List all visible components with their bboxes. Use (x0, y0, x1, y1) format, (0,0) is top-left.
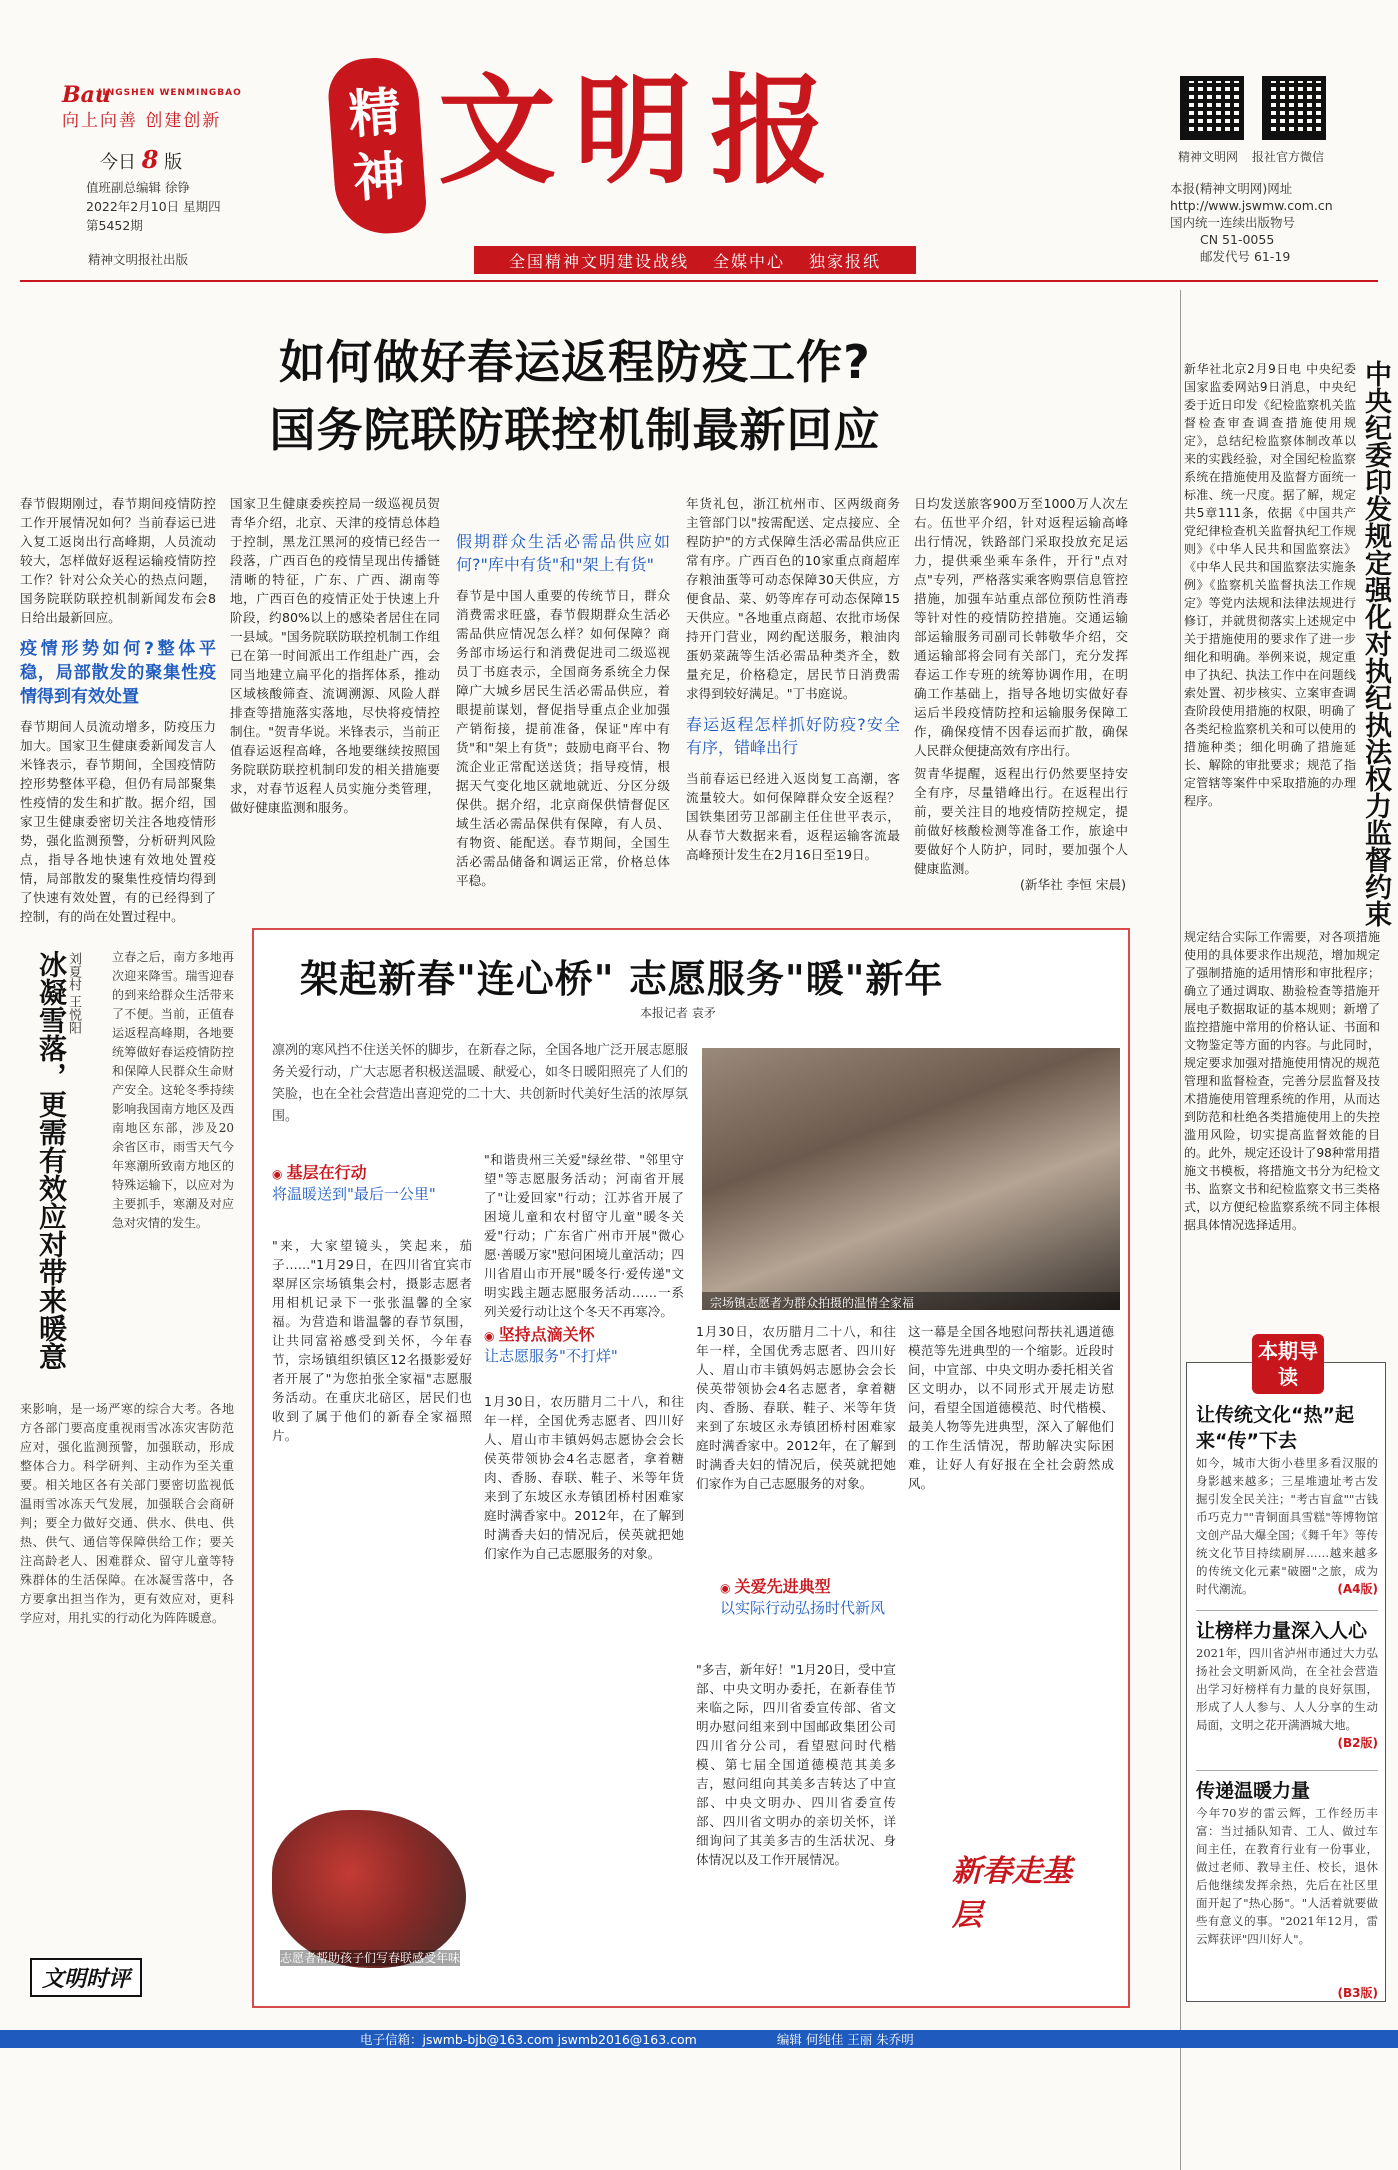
qr-label-wechat: 报社官方微信 (1252, 150, 1325, 164)
info-cn-number: CN 51-0055 (1200, 232, 1275, 247)
footer-email[interactable]: 电子信箱：jswmb-bjb@163.com jswmb2016@163.com (360, 2032, 697, 2047)
today-page-count: 8 (141, 145, 159, 174)
lead-col3-body: 春节是中国人重要的传统节日，群众消费需求旺盛，春节假期群众生活必需品供应情况怎么样？如何保障？商务部市场运行和消费促进司二级巡视员丁书庭表示，全国商务系统全力保障广大城乡居民生活必需品供应，着眼提前谋划，督促指导重点企业加强产销衔接，提前准备，保证"库中有货"和"架上有货"；鼓励电商平台、物流企业正常配送送货；指导疫情，根据天气变化地区就地就近、分区分级保供。据介绍，北京商保供情督促区域生活必需品保供有保障，有人员、有物资、能配送。春节期间，全国生活必需品储备和调运正常，价格总体平稳。 (456, 588, 670, 888)
seal-char-2: 神 (351, 145, 408, 210)
lead-col2-body: 国家卫生健康委疾控局一级巡视员贺青华介绍，北京、天津的疫情总体趋于控制，黑龙江黑河的疫情已经告一段落，广西百色的疫情呈现出传播链清晰的特征，广东、广西、湖南等地，广西百色的疫情正处于快速上升阶段，约80%以上的感染者居住在同一县域。"国务院联防联控机制工作组已在第一时间派出工作组赴广西，会同当地建立扁平化的指挥体系，推动区域核酸筛查、流调溯源、风险人群排查等措施落实落地，尽快将疫情控制住。"贺青华说。米锋表示，当前正值春运返程高峰，各地要继续按照国务院联防联控机制印发的相关措施要求，对春节返程人员实施分类管理，做好健康监测和服务。 (230, 496, 440, 815)
section-2-subtitle: 让志愿服务"不打烊" (484, 1347, 618, 1365)
headline-line-2: 国务院联防联控机制最新回应 (269, 403, 881, 457)
commentary-title: 冰凝雪落，更需有效应对带来暖意 (35, 950, 68, 1370)
lead-col1-body: 春节期间人员流动增多，防疫压力加大。国家卫生健康委新闻发言人米锋表示，春节期间，全国疫情防控形势整体平稳，但仍有局部聚集性疫情的发生和扩散。据介绍，国家卫生健康委密切关注各地疫情形势，强化监测预警，分析研判风险点，指导各地快速有效地处置疫情，局部散发的聚集性疫情均得到了快速有效处置，有的已经得到了控制，有的尚在处置过程中。 (20, 719, 216, 924)
feature-col-2-top: "和谐贵州三关爱"绿丝带、"邻里守望"等志愿服务活动；河南省开展了"让爱回家"行动；江苏省开展了困境儿童和农村留守儿童"暖冬关爱"行动；广东省广州市开展"微心愿·善暖万家"慰问困境儿童活动；四川省眉山市开展"暖冬行·爱传递"文明实践主题志愿服务活动……一系列关爱行动让这个冬天不再寒冷。 (484, 1152, 684, 1319)
feature-title: 架起新春"连心桥" 志愿服务"暖"新年 (300, 957, 944, 1001)
feature-section-3-body: "多吉，新年好！"1月20日，受中宣部、中央文明办委托，在新春佳节来临之际，四川省委宣传部、省文明办慰问组来到中国邮政集团公司四川省分公司，看望慰问时代楷模、第七届全国道德模范其美多吉，慰问组向其美多吉转达了中宣部、中央文明办、四川省委宣传部、四川省文明办的亲切关怀，详细询问了其美多吉的生活状况、身体情况以及工作开展情况。 (696, 1662, 896, 1867)
today-suffix: 版 (164, 152, 183, 173)
feature-col-3-top: 1月30日，农历腊月二十八，和往年一样，全国优秀志愿者、四川好人、眉山市丰镇妈妈志愿协会会长侯英带领协会4名志愿者，拿着糖肉、香肠、春联、鞋子、米等年货来到了东坡区永寿镇团桥村困难家庭时满香家中。2012年，在了解到时满香夫妇的情况后，侯英就把她们家作为自己志愿服务的对象。 (696, 1324, 896, 1491)
lead-subhead-1: 疫情形势如何?整体平稳，局部散发的聚集性疫情得到有效处置 (20, 639, 216, 707)
guide-item-1-page[interactable]: (A4版) (1337, 1582, 1378, 1596)
commentary-body-1: 立春之后，南方多地再次迎来降雪。瑞雪迎春的到来给群众生活带来了不便。当前，正值春运返程高峰期，各地要统筹做好春运疫情防控和保障人民群众生命财产安全。这轮冬季持续影响我国南方地区及西南地区东部，涉及20余省区市，雨雪天气今年寒潮所致南方地区的特殊运输下，以应对为主要抓手，寒潮及对应急对灾情的发生。 (112, 950, 234, 1230)
feature-byline: 本报记者 袁矛 (640, 1006, 716, 1020)
footer-editors: 编辑 何纯佳 王丽 朱乔明 (776, 2032, 914, 2047)
feature-section-1 (272, 1160, 472, 1205)
side-article-body-2: 规定结合实际工作需要，对各项措施使用的具体要求作出规范，增加规定了强制措施的适用情形和审批程序；确立了通过调取、勘验检查等措施开展电子数据取证的基本规则；新增了监控措施中常用的价格认证、书面和文物鉴定等方面的内容。与此同时，规定要求加强对措施使用情况的规范管理和监督检查，完善分层监督及技术措施使用管理系统的作用，从而达到防范和杜绝各类措施使用上的失控滥用风险，切实提高监督效能的目的。此外，规定还设计了98种常用措施文书模板，将措施文书分为纪检文书、监察文书和纪检监察文书三类格式，以方便纪检监察系统不同主体根据具体情况选择适用。 (1184, 930, 1380, 1232)
lead-article-col-2 (230, 494, 440, 912)
guide-item-3-text: 今年70岁的雷云辉，工作经历丰富：当过插队知青、工人、做过车间主任，在教育行业有一份事业，做过老师、教导主任、校长，退休后他继续发挥余热，先后在社区里面开起了"热心肠"。"人活着就要做些有意义的事。"2021年12月，雷云辉获评"四川好人"。 (1196, 1806, 1378, 1946)
guide-item-3[interactable] (1196, 1778, 1378, 2001)
side-article-body-1: 新华社北京2月9日电 中央纪委国家监委网站9日消息，中央纪委于近日印发《纪检监察机关监督检查审查调查措施使用规定》，总结纪检监察体制改革以来的实践经验，对全国纪检监察系统在措施使用及监督方面统一标准、统一尺度。据了解，规定共5章111条，依据《中国共产党纪律检查机关监督执纪工作规则》《中华人民共和国监察法》《中华人民共和国监察法实施条例》《监察机关监督执法工作规定》等党内法规和法律法规进行修订，并就贯彻落实上述规定中关于措施使用的要求作了进一步细化和明确。举例来说，规定重申了执纪、执法工作中在问题线索处置、初步核实、立案审查调查阶段使用措施的权限，明确了各类纪检监察机关和可以使用的措施种类；细化明确了措施延长、解除的审批要求；规范了指定管辖等案件中采取措施的办理程序。 (1184, 362, 1356, 808)
guide-divider-1 (1196, 1610, 1378, 1611)
feature-section-1-body: "来，大家望镜头，笑起来，茄子……"1月29日，在四川省宜宾市翠屏区宗场镇集会村，摄影志愿者用相机记录下一张张温馨的全家福。为营造和谐温馨的春节氛围，让共同富裕感受到关怀，今年春节，宗场镇组织镇区12名摄影爱好者开展了"为您拍张全家福"志愿服务活动。在重庆北碚区，居民们也收到了属于他们的新春全家福照片。 (272, 1238, 472, 1443)
guide-item-1-text: 如今，城市大街小巷里多看汉服的身影越来越多；三星堆遗址考古发掘引发全民关注；"考古盲盒""古钱币巧克力""青铜面具雪糕"等博物馆文创产品大爆全国；《舞千年》等传统文化节目持续刷屏……越来越多的传统文化元素"破圈"之旅，成为时代潮流。 (1196, 1456, 1378, 1596)
info-url[interactable]: http://www.jswmw.com.cn (1170, 198, 1333, 213)
masthead-divider (20, 280, 1378, 282)
section-3-subtitle: 以实际行动弘扬时代新风 (720, 1599, 886, 1617)
lead-subhead-3: 春运返程怎样抓好防疫?安全有序，错峰出行 (686, 715, 900, 757)
lead-credit: (新华社 李恒 宋晨) (1020, 877, 1126, 892)
commentary-author: 刘夏村 王悦阳 (66, 952, 81, 1035)
headline-line-1: 如何做好春运返程防疫工作? (279, 335, 871, 389)
family-photo-caption: 宗场镇志愿者为群众拍摄的温情全家福 (702, 1292, 1120, 1310)
lead-article-col-3 (456, 494, 670, 912)
qr-code-wechat-icon[interactable] (1262, 76, 1326, 140)
guide-item-3-page[interactable]: (B3版) (1337, 1986, 1378, 2000)
masthead-nav-bar (474, 246, 916, 274)
info-postal-code: 邮发代号 61-19 (1200, 249, 1291, 264)
section-2-tag: ◉ 坚持点滴关怀 (484, 1322, 684, 1345)
lead-col5b-body: 贺青华提醒，返程出行仍然要坚持安全有序，尽量错峰出行。在返程出行前，要关注目的地疫情防控规定，提前做好核酸检测等准备工作，旅途中要做好个人防护，同时，要加强个人健康监测。 (914, 766, 1128, 876)
feature-section-2 (484, 1322, 684, 1367)
section-1-subtitle: 将温暖送到"最后一公里" (272, 1185, 436, 1203)
slogan: 向上向善 创建创新 (62, 111, 222, 131)
guide-item-2-page[interactable]: (B2版) (1337, 1736, 1378, 1750)
nav-item-civilization: 全国精神文明建设战线 (508, 251, 689, 271)
nav-item-exclusive: 独家报纸 (809, 251, 882, 271)
feature-lead: 凛冽的寒风挡不住送关怀的脚步，在新春之际，全国各地广泛开展志愿服务关爱行动，广大志愿者积极送温暖、献爱心，如冬日暖阳照亮了人们的笑脸，也在全社会营造出喜迎党的二十大、共创新时代美好生活的浓厚氛围。 (272, 1043, 689, 1124)
publisher: 精神文明报社出版 (88, 252, 189, 267)
lead-col5-body: 日均发送旅客900万至1000万人次左右。伍世平介绍，针对返程运输高峰出行情况，铁路部门采取投放充足运力，提供乘坐乘车条件，开行"点对点"专列，严格落实乘客购票信息管控措施，加强车站重点部位预防性消毒等针对性的疫情防控措施。交通运输部运输服务司副司长韩敬华介绍，交通运输部将会同有关部门，充分发挥春运工作专班的统筹协调作用，在明确工作基础上，指导各地切实做好春运后半段疫情防控和运输服务保障工作，确保疫情不因春运而扩散，确保人民群众便捷高效有序出行。 (914, 496, 1128, 758)
newspaper-title: 文明报 (438, 61, 847, 200)
lead-subhead-2: 假期群众生活必需品供应如何?"库中有货"和"架上有货" (456, 532, 670, 574)
side-column-divider (1180, 290, 1181, 2170)
qr-label-website: 精神文明网 (1178, 150, 1239, 164)
lead-intro: 春节假期刚过，春节期间疫情防控工作开展情况如何？当前春运已进入复工返岗出行高峰期，人员流动较大，怎样做好返程运输疫情防控工作？针对公众关心的热点问题，国务院联防联控机制新闻发布会8日给出最新回应。 (20, 496, 216, 625)
feature-section-2-body: 1月30日，农历腊月二十八，和往年一样，全国优秀志愿者、四川好人、眉山市丰镇妈妈志愿协会会长侯英带领协会4名志愿者，拿着糖肉、香肠、春联、鞋子、米等年货来到了东坡区永寿镇团桥村困难家庭时满香家中。2012年，在了解到时满香夫妇的情况后，侯英就把她们家作为自己志愿服务的对象。 (484, 1394, 684, 1561)
section-3-tag: ◉ 关爱先进典型 (720, 1574, 900, 1597)
today-pages (100, 145, 182, 174)
family-photo (702, 1048, 1120, 1310)
logo-english: JINGSHEN WENMINGBAO (98, 88, 242, 98)
logo-mark: Bau (62, 82, 111, 108)
volunteer-photo-caption: 志愿者帮助孩子们写春联感受年味 (280, 1951, 461, 1965)
guide-item-1-title[interactable]: 让传统文化“热”起来“传”下去 (1196, 1404, 1354, 1452)
page-footer (0, 2030, 1398, 2048)
lead-article-col-4 (686, 494, 900, 912)
lead-article-col-5 (914, 494, 1128, 894)
issue-number: 第5452期 (86, 218, 143, 233)
masthead-seal (326, 55, 428, 237)
guide-item-3-title[interactable]: 传递温暖力量 (1196, 1780, 1311, 1802)
guide-item-2-text: 2021年，四川省泸州市通过大力弘扬社会文明新风尚，在全社会营造出学习好榜样有力量的良好氛围，形成了人人参与、人人分享的生动局面，文明之花开满酒城大地。 (1196, 1646, 1378, 1732)
lead-article-col-1 (20, 494, 216, 924)
issue-guide-badge: 本期导读 (1252, 1334, 1324, 1394)
today-prefix: 今日 (100, 152, 136, 173)
masthead-info (1170, 180, 1333, 265)
lead-col4-body: 年货礼包，浙江杭州市、区两级商务主管部门以"按需配送、定点接应、全程防护"的方式保障生活必需品供应正常有序。广西百色的10家重点商超库存粮油蛋等可动态保障30天供应，方便食品、菜、奶等库存可动态保障15天供应。"各地重点商超、农批市场保持开门营业，网约配送服务，粮油肉蛋奶菜蔬等生活必需品种类齐全，数量充足，价格稳定，居民节日消费需求得到较好满足。"丁书庭说。 (686, 496, 900, 701)
new-spring-stamp: 新春走基层 (952, 1854, 1072, 1933)
main-headline (165, 328, 985, 464)
lead-col4b-body: 当前春运已经进入返岗复工高潮，客流量较大。如何保障群众安全返程？国铁集团劳卫部副主任住世平表示，从春节大数据来看，返程运输客流最高峰预计发生在2月16日至19日。 (686, 771, 900, 862)
guide-item-2[interactable] (1196, 1618, 1378, 1751)
nav-item-media: 全媒中心 (712, 251, 785, 271)
duty-editor: 值班副总编辑 徐铮 (86, 180, 190, 195)
feature-section-3 (720, 1574, 900, 1619)
guide-divider-2 (1196, 1770, 1378, 1771)
info-site-label: 本报(精神文明网)网址 (1170, 181, 1293, 196)
commentary-body-2: 来影响，是一场严寒的综合大考。各地方各部门要高度重视雨雪冰冻灾害防范应对，强化监测预警，加强联动，形成整体合力。科学研判、主动作为至关重要。相关地区各有关部门要密切监视低温雨雪冰冻天气发展，加强联合会商研判；要全力做好交通、供水、供电、供热、供气、通信等保障供给工作；要关注高龄老人、困难群众、留守儿童等特殊群体的生活保障。在冰凝雪落中，各方要拿出担当作为，更有效应对，更科学应对，用扎实的行动化为阵阵暖意。 (20, 1402, 234, 1625)
side-article-title: 中央纪委印发规定强化对执纪执法权力监督约束 (1360, 360, 1391, 927)
feature-col-4-body: 这一幕是全国各地慰问帮扶礼遇道德模范等先进典型的一个缩影。近段时间，中宣部、中央文明办委托相关省区文明办，以不同形式开展走访慰问，看望全国道德模范、时代楷模、最美人物等先进典型，深入了解他们的工作生活情况，帮助解决实际困难，让好人有好报在全社会蔚然成风。 (908, 1324, 1114, 1491)
section-1-tag: ◉ 基层在行动 (272, 1160, 472, 1183)
guide-item-1[interactable] (1196, 1402, 1378, 1597)
info-serial-label: 国内统一连续出版物号 (1170, 215, 1296, 230)
guide-item-2-title[interactable]: 让榜样力量深入人心 (1196, 1620, 1368, 1642)
commentary-column-tag: 文明时评 (30, 1958, 142, 1997)
seal-char-1: 精 (346, 81, 403, 146)
issue-meta (86, 178, 221, 235)
issue-date: 2022年2月10日 星期四 (86, 199, 221, 214)
qr-code-website-icon[interactable] (1180, 76, 1244, 140)
